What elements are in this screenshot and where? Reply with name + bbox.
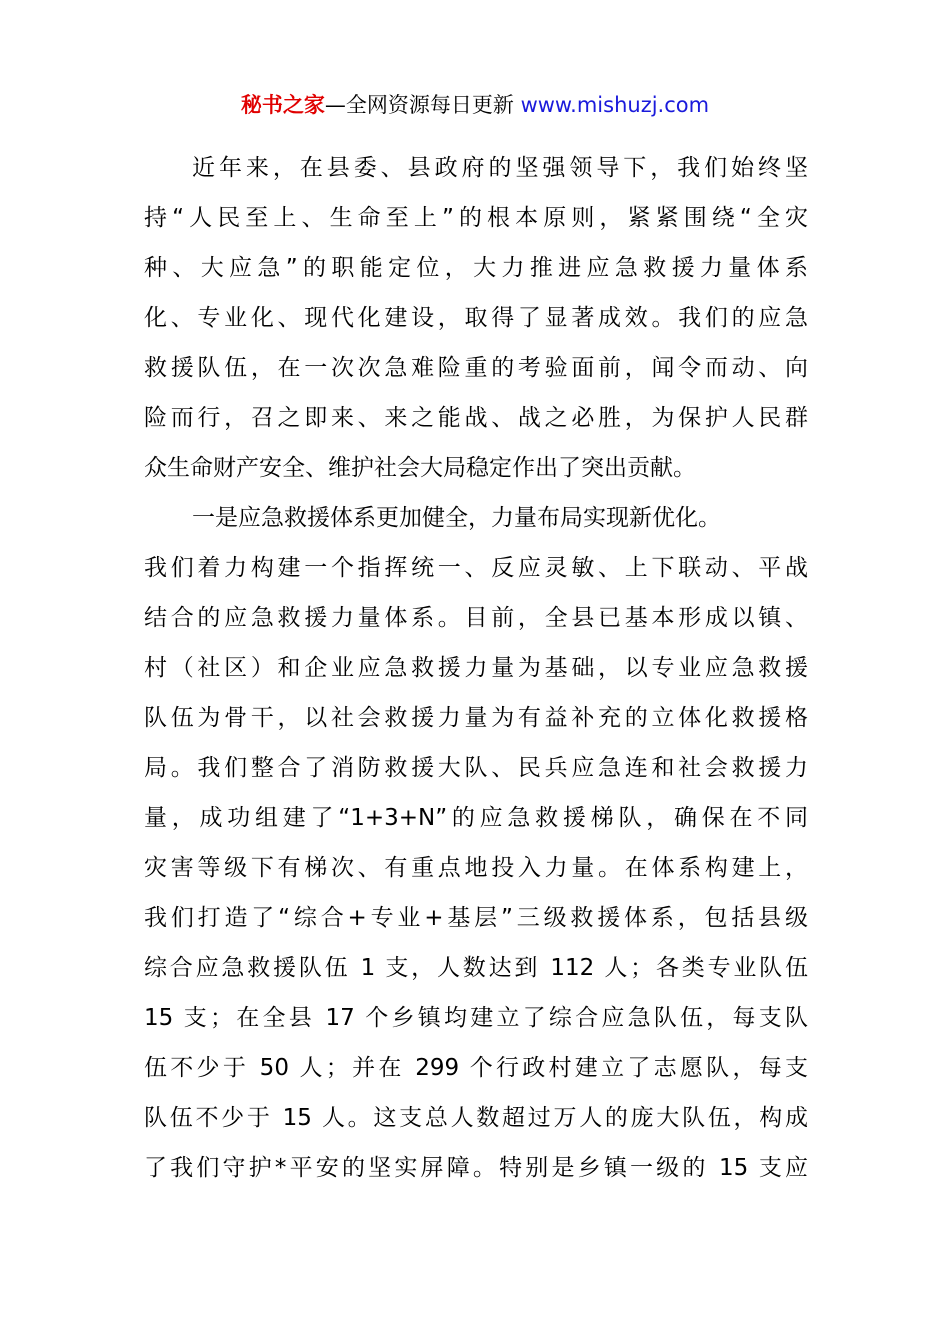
paragraph-system <box>144 493 808 1193</box>
text-line: 灾害等级下有梯次、有重点地投入力量。在体系构建上， <box>144 855 808 881</box>
text-line: 15 支；在全县 17 个乡镇均建立了综合应急队伍，每支队 <box>144 1005 808 1031</box>
text-line: 救援队伍，在一次次急难险重的考验面前，闻令而动、向 <box>144 355 808 381</box>
text-line: 化、专业化、现代化建设，取得了显著成效。我们的应急 <box>144 305 808 331</box>
text-line: 队伍为骨干，以社会救援力量为有益补充的立体化救援格 <box>144 705 808 731</box>
text-line: 量，成功组建了“1+3+N”的应急救援梯队，确保在不同 <box>144 805 808 831</box>
text-line: 种、大应急”的职能定位，大力推进应急救援力量体系 <box>144 255 808 281</box>
text-line: 我们打造了“综合+专业+基层”三级救援体系，包括县级 <box>144 905 808 931</box>
text-line: 综合应急救援队伍 1 支，人数达到 112 人；各类专业队伍 <box>144 955 808 981</box>
site-url-link[interactable]: www.mishuzj.com <box>520 93 710 117</box>
text-line: 众生命财产安全、维护社会大局稳定作出了突出贡献。 <box>144 455 696 481</box>
paragraph-intro <box>144 143 808 493</box>
page-header <box>0 88 950 122</box>
text-line: 近年来，在县委、县政府的坚强领导下，我们始终坚 <box>192 155 808 181</box>
brand-name: 秘书之家 <box>240 93 325 117</box>
text-line: 伍不少于 50 人；并在 299 个行政村建立了志愿队，每支 <box>144 1055 808 1081</box>
text-line: 结合的应急救援力量体系。目前，全县已基本形成以镇、 <box>144 605 808 631</box>
text-line: 险而行，召之即来、来之能战、战之必胜，为保护人民群 <box>144 405 808 431</box>
header-tagline: —全网资源每日更新 <box>324 93 514 117</box>
text-line: 队伍不少于 15 人。这支总人数超过万人的庞大队伍，构成 <box>144 1105 808 1131</box>
text-line: 了我们守护*平安的坚实屏障。特别是乡镇一级的 15 支应 <box>144 1155 808 1181</box>
text-line: 局。我们整合了消防救援大队、民兵应急连和社会救援力 <box>144 755 808 781</box>
text-line: 我们着力构建一个指挥统一、反应灵敏、上下联动、平战 <box>144 555 808 581</box>
text-line: 一是应急救援体系更加健全，力量布局实现新优化。 <box>192 505 721 531</box>
document-body <box>144 143 808 1193</box>
text-line: 持“人民至上、生命至上”的根本原则，紧紧围绕“全灾 <box>144 205 808 231</box>
text-line: 村（社区）和企业应急救援力量为基础，以专业应急救援 <box>144 655 808 681</box>
